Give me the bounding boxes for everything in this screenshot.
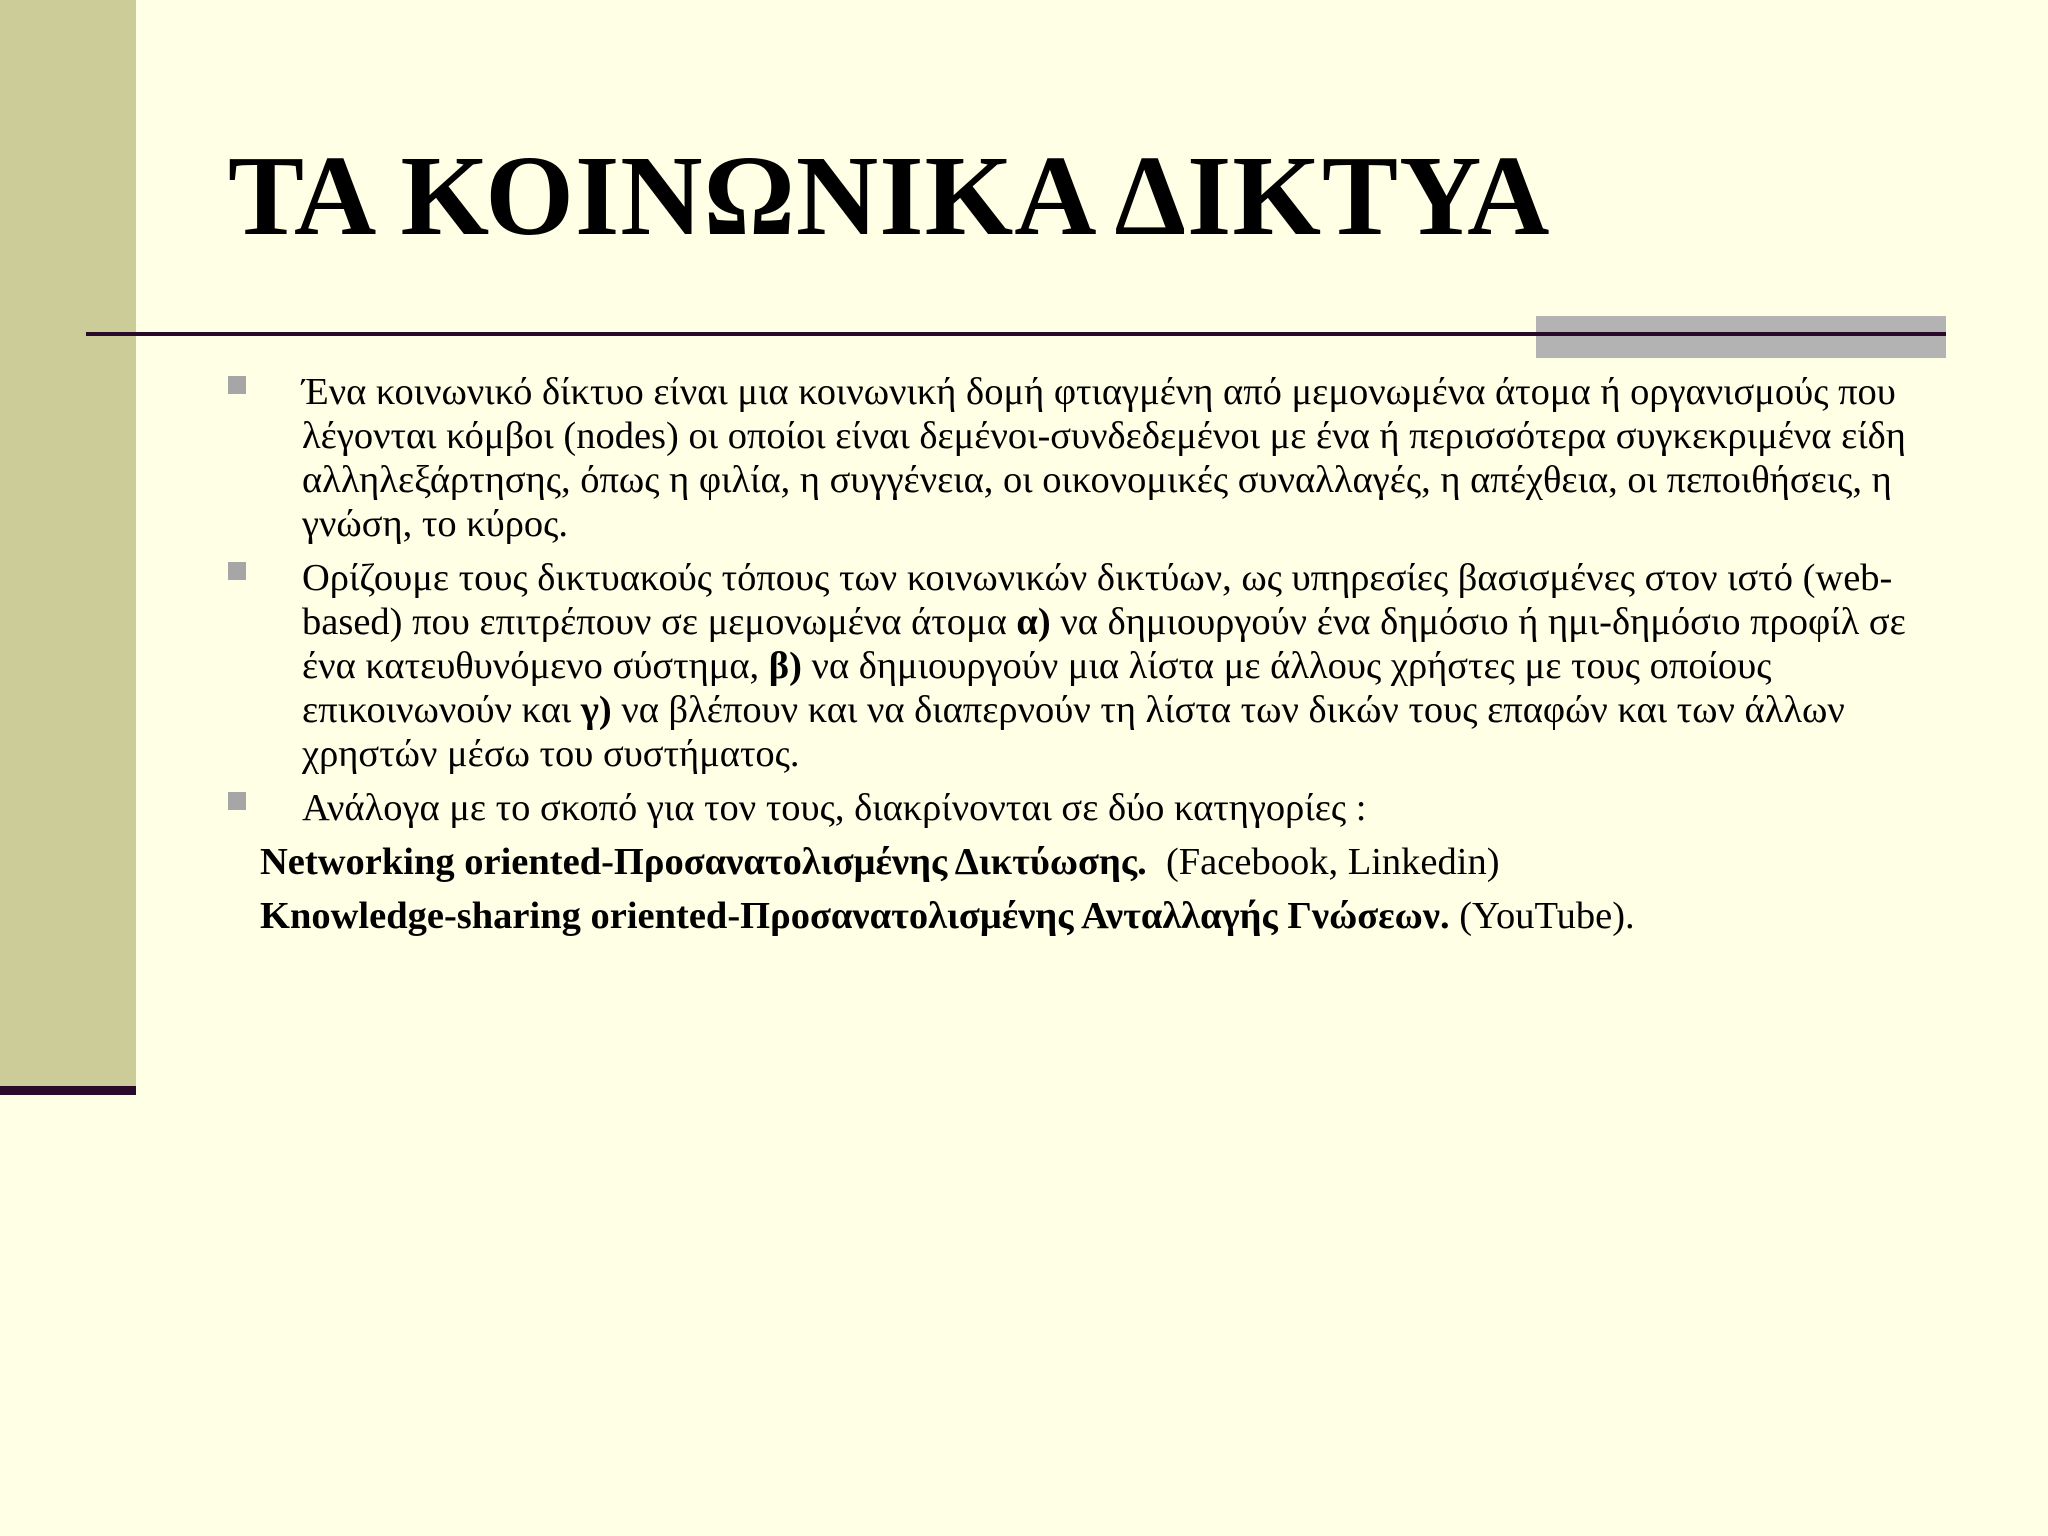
bullet-text-part1: Ορίζουμε τους δικτυακούς τόπους των κοινωνικών δικτύων, ως υπηρεσίες βασισμένες στον ιστό (web-based) που επιτρέπουν σε μεμονωμένα άτομα bbox=[302, 557, 1893, 643]
square-bullet-icon bbox=[228, 376, 246, 394]
category-example: (YouTube). bbox=[1449, 895, 1635, 937]
bullet-item-sns-definition bbox=[228, 556, 1928, 776]
category-label: Knowledge-sharing oriented-Προσανατολισμένης Ανταλλαγής Γνώσεων. bbox=[260, 895, 1450, 937]
left-decorative-band bbox=[0, 0, 136, 1086]
bullet-text-part3: να δημιουργούν μια λίστα με άλλους χρήστες με τους οποίους επικοινωνούν και bbox=[302, 645, 1772, 731]
category-label: Networking oriented-Προσανατολισμένης Δικτύωσης. bbox=[260, 841, 1147, 883]
category-knowledge-sharing bbox=[260, 894, 1928, 938]
bullet-marker-a: α) bbox=[1016, 601, 1051, 643]
slide-body bbox=[228, 370, 1928, 938]
left-band-bottom-edge bbox=[0, 1086, 136, 1095]
bullet-marker-b: β) bbox=[768, 645, 802, 687]
title-divider-line-overlay bbox=[1536, 332, 1946, 336]
title-rule-accent-block bbox=[1536, 316, 1946, 358]
bullet-text-part2: να δημιουργούν ένα δημόσιο ή ημι-δημόσιο προφίλ σε ένα κατευθυνόμενο σύστημα, bbox=[302, 601, 1906, 687]
bullet-text: Ένα κοινωνικό δίκτυο είναι μια κοινωνική δομή φτιαγμένη από μεμονωμένα άτομα ή οργανισμούς που λέγονται κόμβοι (nodes) οι οποίοι είναι δεμένοι-συνδεδεμένοι με ένα ή περισσότερα συγκεκριμένα είδη αλληλεξάρτησης, όπως η φιλία, η συγγένεια, οι οικονομικές συναλλαγές, η απέχθεια, οι πεποιθήσεις, η γνώση, το κύρος. bbox=[302, 371, 1906, 545]
bullet-list bbox=[228, 370, 1928, 830]
category-example: (Facebook, Linkedin) bbox=[1146, 841, 1500, 883]
square-bullet-icon bbox=[228, 792, 246, 810]
bullet-item-categories-intro bbox=[228, 786, 1928, 830]
bullet-text: Ανάλογα με το σκοπό για τον τους, διακρίνονται σε δύο κατηγορίες : bbox=[302, 787, 1367, 829]
category-networking bbox=[260, 840, 1928, 884]
bullet-item-definition bbox=[228, 370, 1928, 546]
slide-title: ΤΑ ΚΟΙΝΩΝΙΚΑ ΔΙΚΤΥΑ bbox=[228, 132, 1551, 259]
square-bullet-icon bbox=[228, 562, 246, 580]
bullet-text-part4: να βλέπουν και να διαπερνούν τη λίστα των δικών τους επαφών και των άλλων χρηστών μέσω του συστήματος. bbox=[302, 689, 1845, 775]
bullet-marker-c: γ) bbox=[580, 689, 612, 731]
